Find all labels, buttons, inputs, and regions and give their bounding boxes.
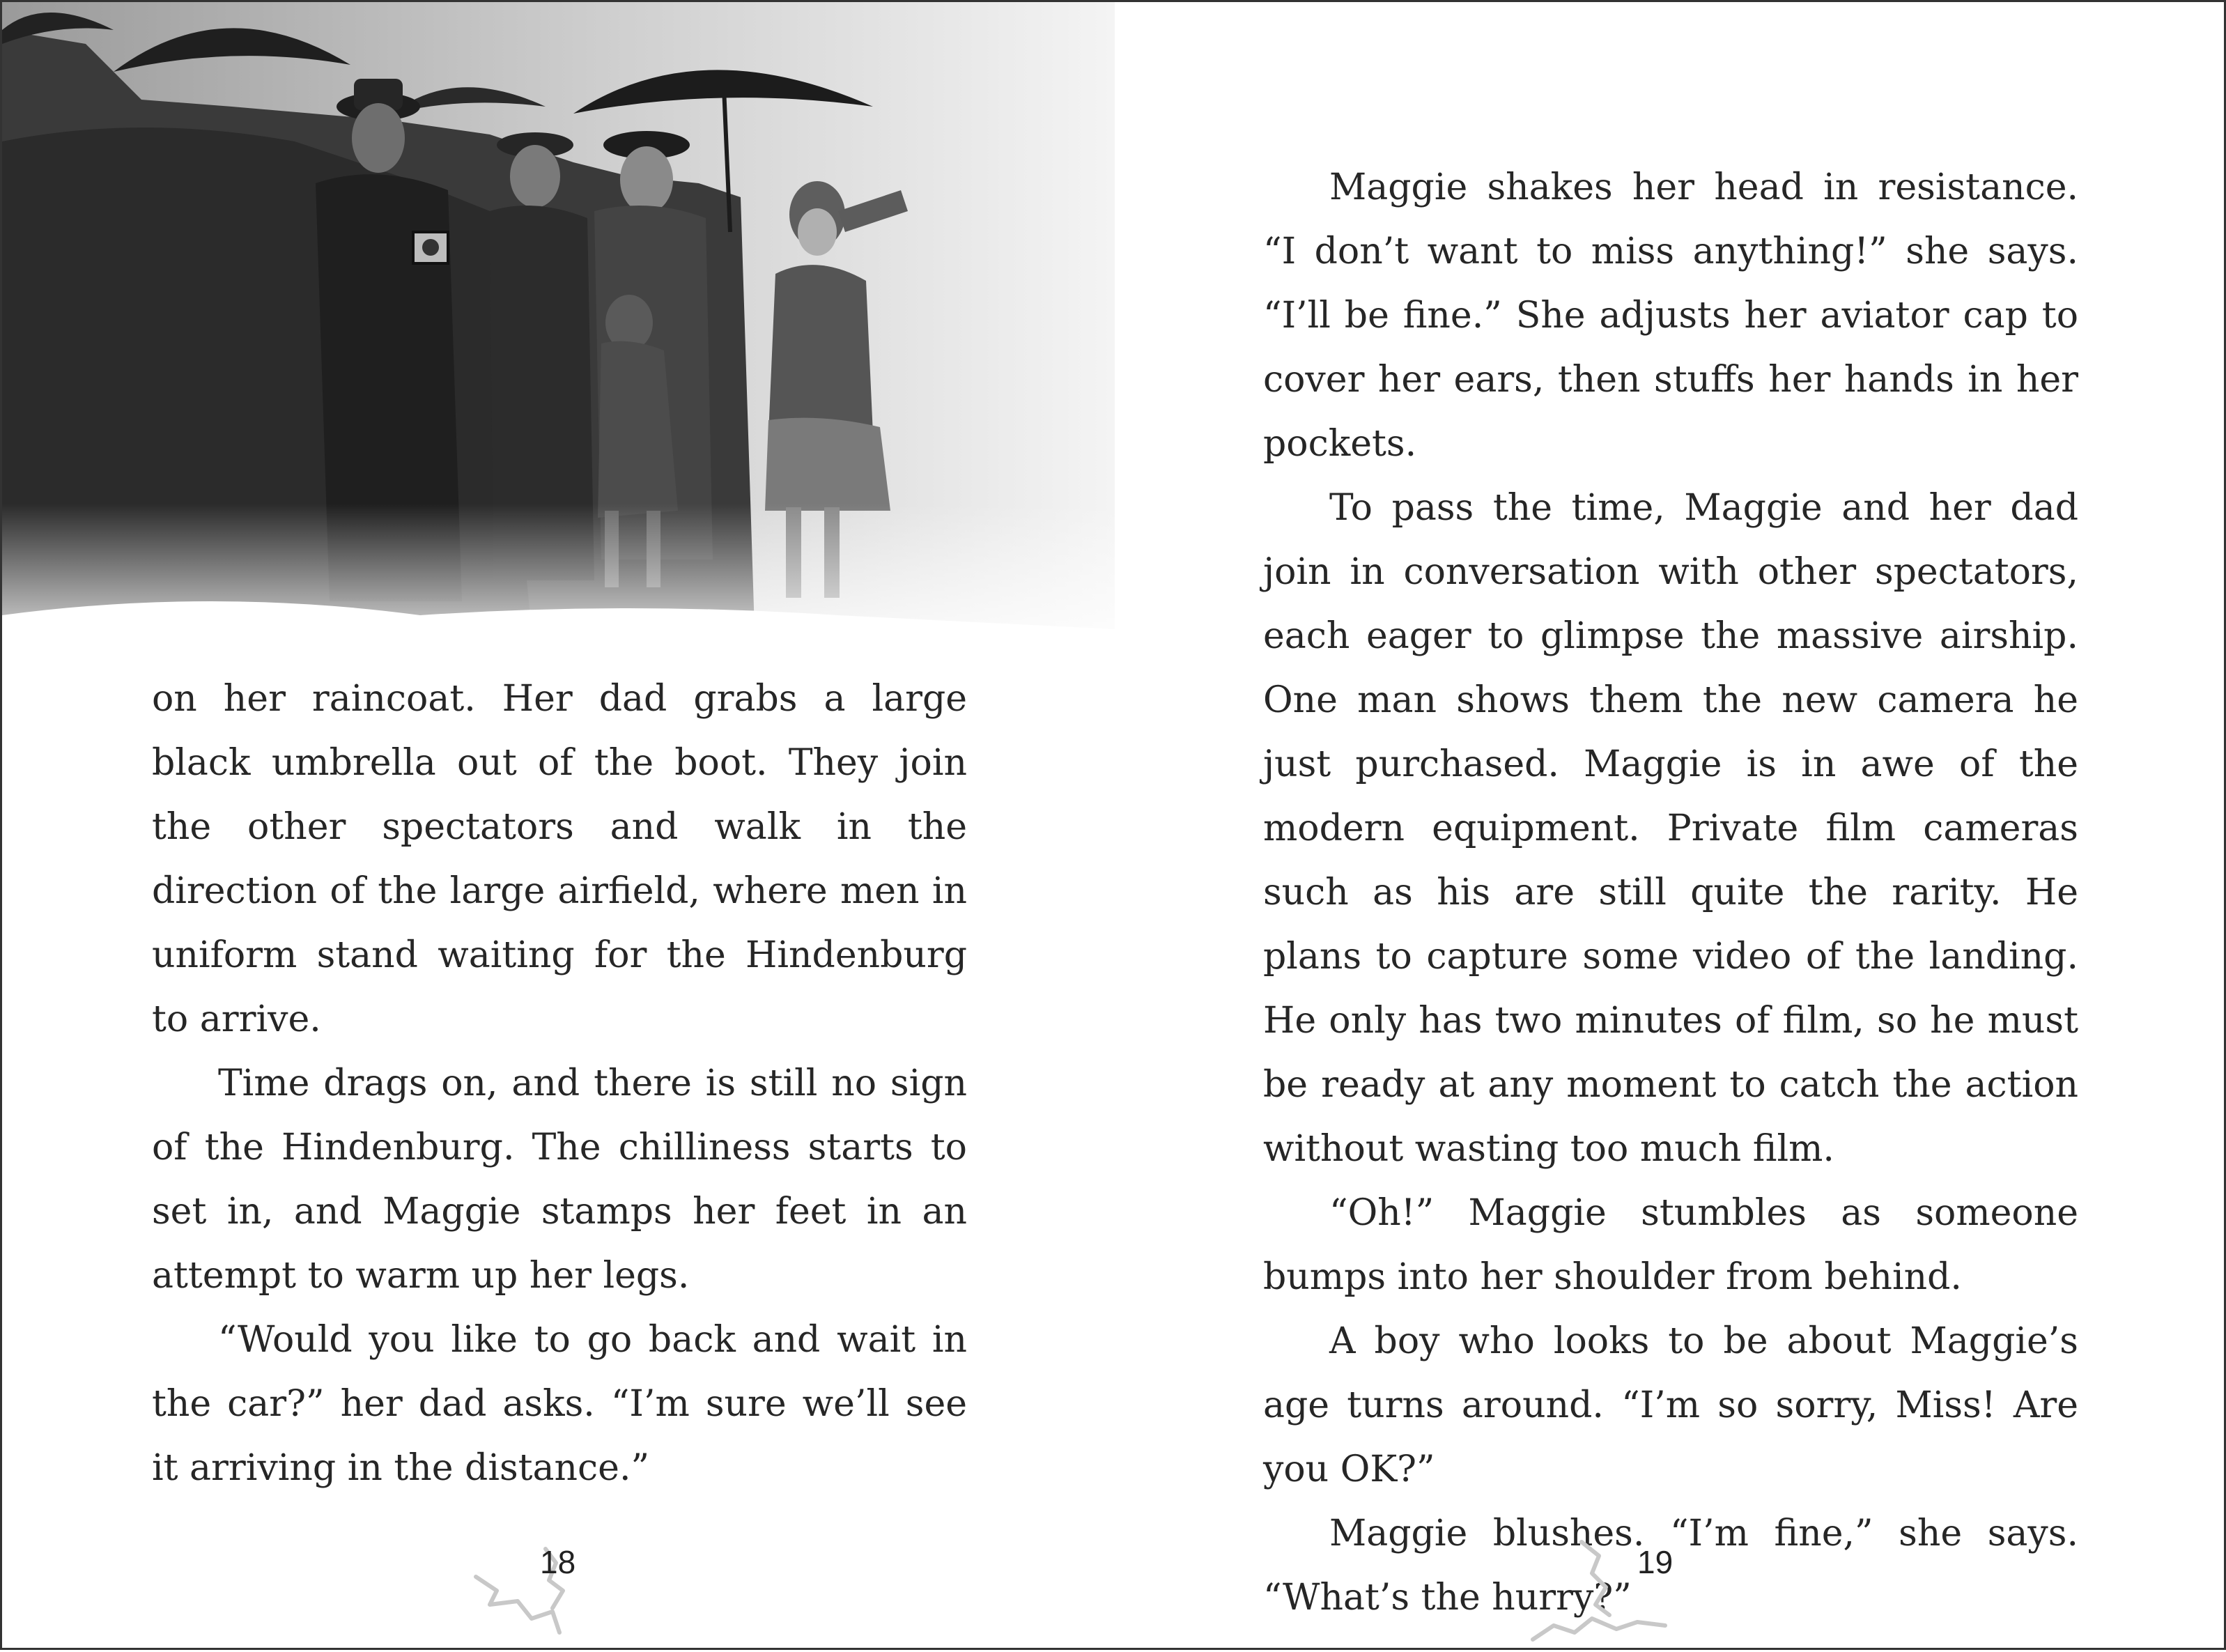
left-page bbox=[2, 2, 1115, 1652]
crowd-illustration bbox=[2, 2, 1115, 671]
paragraph: Maggie shakes her head in resistance. “I don’t want to miss anything!” she says. “I’ll be fine.” She adjusts her aviator cap to cover her ears, then stuffs her hands in her pockets. bbox=[1263, 167, 2078, 465]
paragraph: “Would you like to go back and wait in the car?” her dad asks. “I’m sure we’ll see it arriving in the distance.” bbox=[152, 1319, 967, 1489]
right-page-text bbox=[1263, 155, 2078, 1630]
crowd-illustration-art bbox=[2, 2, 1115, 671]
right-page bbox=[1115, 2, 2226, 1652]
paragraph: “Oh!” Maggie stumbles as someone bumps into her shoulder from behind. bbox=[1263, 1192, 2078, 1298]
page-number: 19 bbox=[1637, 1544, 1674, 1580]
paragraph: A boy who looks to be about Maggie’s age turns around. “I’m so sorry, Miss! Are you OK?” bbox=[1263, 1320, 2078, 1490]
paragraph: To pass the time, Maggie and her dad join in conversation with other spectators, each eager to glimpse the massive airship. One man shows them the new camera he just purchased. Maggie is in awe of the modern equipment. Private film cameras such as his are still quite the rarity. He plans to capture some video of the landing. He only has two minutes of film, so he must be ready at any moment to catch the action without wasting too much film. bbox=[1263, 487, 2078, 1170]
paragraph: Time drags on, and there is still no sign of the Hindenburg. The chilliness starts to set in, and Maggie stamps her feet in an attempt to warm up her legs. bbox=[152, 1063, 967, 1297]
left-page-text bbox=[152, 667, 967, 1500]
paragraph: Maggie blushes. “I’m fine,” she says. “What’s the hurry?” bbox=[1263, 1513, 2078, 1619]
page-number: 18 bbox=[540, 1544, 576, 1580]
page-folio-right bbox=[1526, 1535, 1679, 1646]
page-folio-left bbox=[469, 1535, 622, 1646]
paragraph: on her raincoat. Her dad grabs a large black umbrella out of the boot. They join the other spectators and walk in the direction of the large airfield, where men in uniform stand waiting for the Hindenburg to arrive. bbox=[152, 678, 967, 1040]
